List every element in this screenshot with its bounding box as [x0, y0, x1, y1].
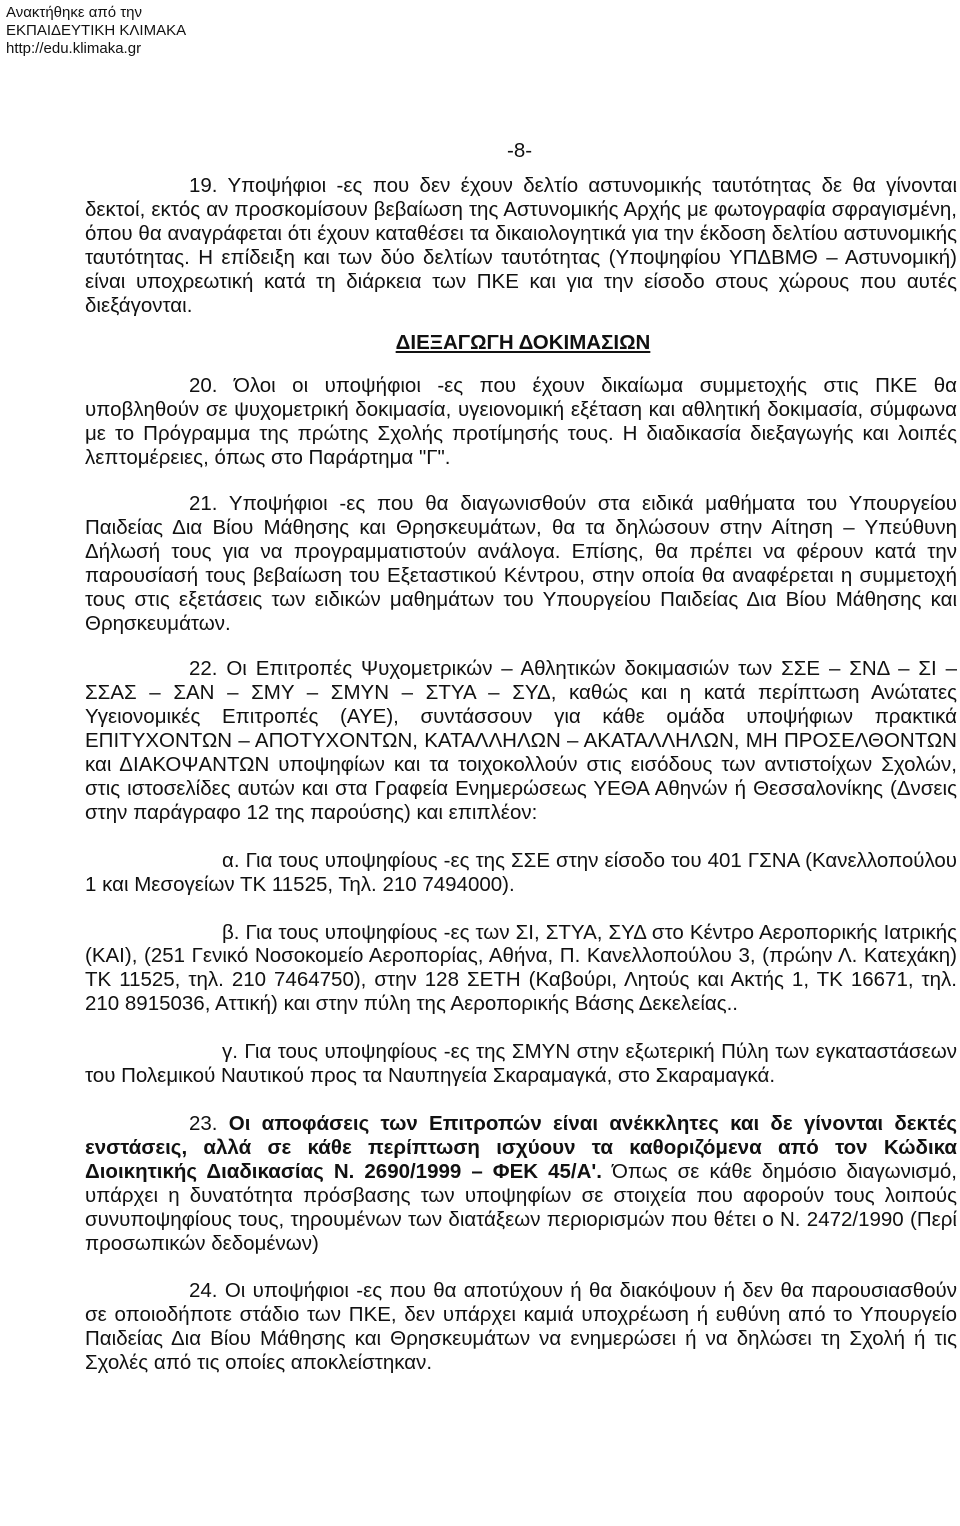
paragraph-21: 21. Υποψήφιοι -ες που θα διαγωνισθούν στα ειδικά μαθήματα του Υπουργείου Παιδείας Δια Βίου Μάθησης και Θρησκευμάτων, θα τα δηλώσουν στην Αίτηση – Υπεύθυνη Δήλωσή τους για να προγραμματιστούν ανάλογα. Επίσης, θα πρέπει να φέρουν κατά την παρουσίασή τους βεβαίωση του Εξεταστικού Κέντρου, στην οποία θα αναφέρεται η συμμετοχή τους στις εξετάσεις των ειδικών μαθημάτων του Υπουργείου Παιδείας Δια Βίου Μάθησης και Θρησκευμάτων. — [85, 491, 957, 635]
paragraph-20: 20. Όλοι οι υποψήφιοι -ες που έχουν δικαίωμα συμμετοχής στις ΠΚΕ θα υποβληθούν σε ψυχομετρική δοκιμασία, υγειονομική εξέταση και αθλητική δοκιμασία, σύμφωνα με το Πρόγραμμα της πρώτης Σχολής προτίμησής τους. Η διαδικασία διεξαγωγής και λοιπές λεπτομέρειες, όπως στο Παράρτημα "Γ". — [85, 374, 957, 470]
paragraph-23 — [85, 1112, 957, 1255]
paragraph-23-rest: Όπως σε κάθε δημόσιο διαγωνισμό, υπάρχει η δυνατότητα πρόσβασης των υποψηφίων σε στοιχεία που αφορούν τους λοιπούς συνυποψηφίους τους, τηρουμένων των διατάξεων περιορισμών που θέτει ο Ν. 2472/1990 (Περί προσωπικών δεδομένων) — [85, 1159, 957, 1255]
source-note-link[interactable] — [6, 40, 186, 58]
paragraph-19: 19. Υποψήφιοι -ες που δεν έχουν δελτίο αστυνομικής ταυτότητας δε θα γίνονται δεκτοί, εκτός αν προσκομίσουν βεβαίωση της Αστυνομικής Αρχής με φωτογραφία σφραγισμένη, όπου θα αναγράφεται ότι έχουν καταθέσει τα δικαιολογητικά για την έκδοση δελτίου αστυνομικής ταυτότητας. Η επίδειξη και των δύο δελτίων ταυτότητας (Υποψηφίου ΥΠΔΒΜΘ – Αστυνομική) είναι υποχρεωτική κατά τη διάρκεια των ΠΚΕ και για την είσοδο στους χώρους που αυτές διεξάγονται. — [85, 174, 957, 317]
paragraph-23-bold: Οι αποφάσεις των Επιτροπών είναι ανέκκλητες και δε γίνονται δεκτές ενστάσεις, αλλά σε κάθε περίπτωση ισχύουν τα καθοριζόμενα από τον Κώδικα Διοικητικής Διαδικασίας Ν. 2690/1999 – ΦΕΚ 45/Α'. — [85, 1112, 958, 1183]
paragraph-22b: β. Για τους υποψηφίους -ες των ΣΙ, ΣΤΥΑ, ΣΥΔ στο Κέντρο Αεροπορικής Ιατρικής (ΚΑΙ), (251 Γενικό Νοσοκομείο Αεροπορίας, Αθήνα, Π. Κανελλοπούλου 3, (πρώην Λ. Κατεχάκη) ΤΚ 11525, τηλ. 210 7464750), στην 128 ΣΕΤΗ (Καβούρι, Λητούς και Ακτής 1, ΤΚ 16671, τηλ. 210 8915036, Αττική) και στην πύλη της Αεροπορικής Βάσης Δεκελείας.. — [85, 920, 957, 1016]
paragraph-24: 24. Οι υποψήφιοι -ες που θα αποτύχουν ή θα διακόψουν ή δεν θα παρουσιασθούν σε οποιοδήποτε στάδιο των ΠΚΕ, δεν υπάρχει καμιά υποχρέωση ή ευθύνη από το Υπουργείο Παιδείας Δια Βίου Μάθησης και Θρησκευμάτων να ενημερώσει ή να δηλώσει τη Σχολή ή τις Σχολές από τις οποίες αποκλείστηκαν. — [85, 1279, 957, 1375]
source-url-link[interactable]: http://edu.klimaka.gr — [6, 40, 142, 57]
source-note — [6, 4, 186, 58]
paragraph-22: 22. Οι Επιτροπές Ψυχομετρικών – Αθλητικών δοκιμασιών των ΣΣΕ – ΣΝΔ – ΣΙ – ΣΣΑΣ – ΣΑΝ – ΣΜΥ – ΣΜΥΝ – ΣΤΥΑ – ΣΥΔ, καθώς και η κατά περίπτωση Ανώτατες Υγειονομικές Επιτροπές (ΑΥΕ), συντάσσουν για κάθε ομάδα υποψήφιων πρακτικά ΕΠΙΤΥΧΟΝΤΩΝ – ΑΠΟΤΥΧΟΝΤΩΝ, ΚΑΤΑΛΛΗΛΩΝ – ΑΚΑΤΑΛΛΗΛΩΝ, ΜΗ ΠΡΟΣΕΛΘΟΝΤΩΝ και ΔΙΑΚΟΨΑΝΤΩΝ υποψηφίων και τα τοιχοκολλούν στις εισόδους των αντιστοίχων Σχολών, στις ιστοσελίδες αυτών και στα Γραφεία Ενημερώσεως ΥΕΘΑ Αθηνών ή Θεσσαλονίκης (Δνσεις στην παράγραφο 12 της παρούσης) και επιπλέον: — [85, 657, 957, 824]
paragraph-22a: α. Για τους υποψηφίους -ες της ΣΣΕ στην είσοδο του 401 ΓΣΝΑ (Κανελλοπούλου 1 και Μεσογείων ΤΚ 11525, Τηλ. 210 7494000). — [85, 848, 957, 896]
page-number: -8- — [507, 139, 533, 162]
document-body — [85, 174, 957, 1375]
paragraph-22c: γ. Για τους υποψηφίους -ες της ΣΜΥΝ στην εξωτερική Πύλη των εγκαταστάσεων του Πολεμικού Ναυτικού προς τα Ναυπηγεία Σκαραμαγκά, στο Σκαραμαγκά. — [85, 1040, 957, 1088]
paragraph-23-number: 23. — [189, 1112, 218, 1135]
source-note-line-1: Ανακτήθηκε από την — [6, 4, 143, 21]
source-note-line-2: ΕΚΠΑΙΔΕΥΤΙΚΗ ΚΛΙΜΑΚΑ — [6, 22, 187, 39]
section-heading: ΔΙΕΞΑΓΩΓΗ ΔΟΚΙΜΑΣΙΩΝ — [395, 331, 651, 355]
